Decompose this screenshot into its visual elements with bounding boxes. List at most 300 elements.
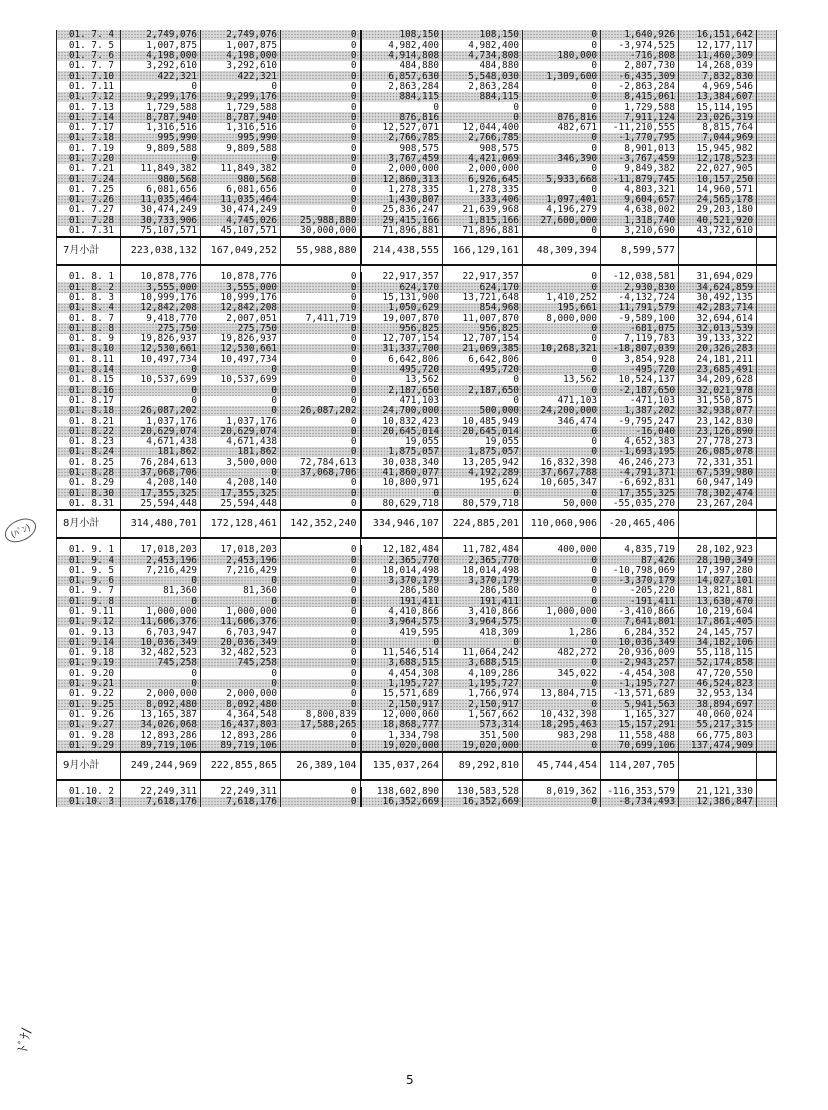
amount-cell: 4,671,438 <box>121 437 201 447</box>
amount-cell: 1,815,166 <box>443 215 523 225</box>
amount-cell: 10,999,176 <box>121 293 201 303</box>
amount-cell: 17,355,325 <box>601 488 679 498</box>
amount-cell: 2,863,284 <box>361 81 443 91</box>
date-cell: 01. 9.14 <box>57 637 121 647</box>
table-row <box>57 30 777 40</box>
amount-cell: 4,914,808 <box>361 51 443 61</box>
date-cell: 01. 8. 4 <box>57 303 121 313</box>
blank-cell <box>757 478 777 488</box>
amount-cell: 40,060,024 <box>679 710 757 720</box>
blank-cell <box>757 30 777 40</box>
amount-cell: 0 <box>201 596 281 606</box>
amount-cell: -9,795,247 <box>601 416 679 426</box>
amount-cell: 43,732,610 <box>679 226 757 237</box>
amount-cell: 0 <box>281 30 361 40</box>
amount-cell: 7,618,176 <box>201 797 281 807</box>
amount-cell: 2,365,770 <box>443 555 523 565</box>
amount-cell: 30,474,249 <box>201 205 281 215</box>
amount-cell: -1,195,727 <box>601 679 679 689</box>
amount-cell: 0 <box>281 143 361 153</box>
amount-cell: 0 <box>523 61 601 71</box>
amount-cell: 8,800,839 <box>281 710 361 720</box>
amount-cell: 14,960,571 <box>679 184 757 194</box>
amount-cell: 1,640,926 <box>601 30 679 40</box>
amount-cell: 0 <box>523 92 601 102</box>
table-row <box>57 164 777 174</box>
table-row <box>57 498 777 509</box>
amount-cell: -16,040 <box>601 426 679 436</box>
amount-cell: 0 <box>281 668 361 678</box>
amount-cell: 7,216,429 <box>201 565 281 575</box>
amount-cell: 2,930,830 <box>601 282 679 292</box>
amount-cell: 4,652,383 <box>601 437 679 447</box>
amount-cell: 4,734,808 <box>443 51 523 61</box>
amount-cell: 20,629,074 <box>201 426 281 436</box>
amount-cell: 0 <box>201 81 281 91</box>
amount-cell: 0 <box>523 102 601 112</box>
amount-cell: 345,022 <box>523 668 601 678</box>
amount-cell: 0 <box>281 627 361 637</box>
amount-cell: -681,075 <box>601 323 679 333</box>
amount-cell: 8,092,480 <box>201 699 281 709</box>
amount-cell: 0 <box>523 334 601 344</box>
spacer-cell <box>523 780 601 787</box>
amount-cell: 1,567,662 <box>443 710 523 720</box>
amount-cell: 6,926,645 <box>443 174 523 184</box>
amount-cell: 0 <box>523 365 601 375</box>
amount-cell: 0 <box>201 396 281 406</box>
amount-cell: 17,355,325 <box>121 488 201 498</box>
amount-cell: 10,999,176 <box>201 293 281 303</box>
amount-cell: 37,667,788 <box>523 468 601 478</box>
blank-cell <box>757 416 777 426</box>
amount-cell: 30,492,135 <box>679 293 757 303</box>
amount-cell: 0 <box>121 679 201 689</box>
date-cell: 01. 8.30 <box>57 488 121 498</box>
subtotal-cell: 114,207,705 <box>601 752 679 780</box>
amount-cell: 10,432,398 <box>523 710 601 720</box>
date-cell: 01. 9.25 <box>57 699 121 709</box>
amount-cell: 7,044,969 <box>679 133 757 143</box>
monthly-subtotal-row <box>57 237 777 265</box>
amount-cell: 1,286 <box>523 627 601 637</box>
table-row <box>57 112 777 122</box>
amount-cell: 10,268,321 <box>523 344 601 354</box>
amount-cell: 18,014,498 <box>443 565 523 575</box>
amount-cell: 20,936,009 <box>601 648 679 658</box>
amount-cell: 46,524,823 <box>679 679 757 689</box>
date-cell: 01. 9.19 <box>57 658 121 668</box>
amount-cell: 60,947,149 <box>679 478 757 488</box>
subtotal-cell: 142,352,240 <box>281 510 361 538</box>
amount-cell: 0 <box>523 437 601 447</box>
amount-cell: 471,103 <box>361 396 443 406</box>
amount-cell: -3,974,525 <box>601 40 679 50</box>
amount-cell: 0 <box>121 396 201 406</box>
table-row <box>57 303 777 313</box>
date-cell: 01. 7.25 <box>57 184 121 194</box>
amount-cell: 9,809,588 <box>121 143 201 153</box>
amount-cell: 5,941,563 <box>601 699 679 709</box>
amount-cell: 0 <box>281 797 361 807</box>
amount-cell: 108,150 <box>361 30 443 40</box>
blank-cell <box>757 40 777 50</box>
amount-cell: 191,411 <box>443 596 523 606</box>
amount-cell: 0 <box>523 133 601 143</box>
date-cell: 01. 9. 1 <box>57 545 121 555</box>
blank-cell <box>757 437 777 447</box>
table-row <box>57 102 777 112</box>
amount-cell: 4,198,000 <box>201 51 281 61</box>
amount-cell: 0 <box>523 354 601 364</box>
amount-cell: 181,862 <box>121 447 201 457</box>
amount-cell: 1,729,588 <box>121 102 201 112</box>
amount-cell: 9,604,657 <box>601 195 679 205</box>
amount-cell: 12,000,060 <box>361 710 443 720</box>
amount-cell: 26,087,202 <box>121 406 201 416</box>
amount-cell: 4,196,279 <box>523 205 601 215</box>
amount-cell: 876,816 <box>523 112 601 122</box>
amount-cell: 2,766,785 <box>361 133 443 143</box>
blank-cell <box>757 385 777 395</box>
amount-cell: 89,719,106 <box>121 740 201 751</box>
amount-cell: 9,299,176 <box>121 92 201 102</box>
amount-cell: 8,092,480 <box>121 699 201 709</box>
blank-cell <box>757 112 777 122</box>
date-cell: 01. 9.29 <box>57 740 121 751</box>
amount-cell: 9,299,176 <box>201 92 281 102</box>
table-row <box>57 637 777 647</box>
subtotal-cell: 249,244,969 <box>121 752 201 780</box>
amount-cell: 78,302,474 <box>679 488 757 498</box>
table-row <box>57 143 777 153</box>
amount-cell: 3,854,928 <box>601 354 679 364</box>
amount-cell: 908,575 <box>443 143 523 153</box>
amount-cell: 351,500 <box>443 730 523 740</box>
amount-cell: 11,606,376 <box>201 617 281 627</box>
table-row <box>57 154 777 164</box>
amount-cell: 1,334,798 <box>361 730 443 740</box>
amount-cell: 13,821,881 <box>679 586 757 596</box>
amount-cell: 1,875,057 <box>443 447 523 457</box>
amount-cell: 3,410,866 <box>443 607 523 617</box>
amount-cell: 0 <box>523 40 601 50</box>
date-cell: 01. 8.21 <box>57 416 121 426</box>
blank-cell <box>757 426 777 436</box>
amount-cell: 13,804,715 <box>523 689 601 699</box>
amount-cell: 11,606,376 <box>121 617 201 627</box>
amount-cell: 0 <box>281 586 361 596</box>
amount-cell: 8,901,013 <box>601 143 679 153</box>
date-cell: 01. 9.13 <box>57 627 121 637</box>
date-cell: 01. 9. 5 <box>57 565 121 575</box>
amount-cell: 89,719,106 <box>201 740 281 751</box>
amount-cell: 12,527,071 <box>361 123 443 133</box>
amount-cell: 7,618,176 <box>121 797 201 807</box>
spacer-cell <box>523 265 601 272</box>
amount-cell: -1,693,195 <box>601 447 679 457</box>
table-row <box>57 406 777 416</box>
amount-cell: 346,474 <box>523 416 601 426</box>
amount-cell: 0 <box>281 787 361 797</box>
amount-cell: 286,580 <box>361 586 443 596</box>
blank-cell <box>757 133 777 143</box>
blank-cell <box>757 637 777 647</box>
amount-cell: 30,474,249 <box>121 205 201 215</box>
amount-cell: 0 <box>281 730 361 740</box>
amount-cell: 67,539,980 <box>679 468 757 478</box>
date-cell: 01. 9.20 <box>57 668 121 678</box>
date-cell: 01. 7.17 <box>57 123 121 133</box>
table-row <box>57 282 777 292</box>
amount-cell: 0 <box>523 426 601 436</box>
amount-cell: -6,435,309 <box>601 71 679 81</box>
amount-cell: 2,365,770 <box>361 555 443 565</box>
blank-cell <box>757 303 777 313</box>
table-row <box>57 447 777 457</box>
amount-cell: 10,485,949 <box>443 416 523 426</box>
date-cell: 01.10. 3 <box>57 797 121 807</box>
amount-cell: 22,917,357 <box>361 272 443 282</box>
amount-cell: 18,868,777 <box>361 720 443 730</box>
amount-cell: 0 <box>281 184 361 194</box>
amount-cell: 1,278,335 <box>443 184 523 194</box>
amount-cell: 482,272 <box>523 648 601 658</box>
amount-cell: 7,641,801 <box>601 617 679 627</box>
table-row <box>57 385 777 395</box>
amount-cell: 4,454,308 <box>361 668 443 678</box>
amount-cell: 34,624,859 <box>679 282 757 292</box>
amount-cell: 2,187,650 <box>361 385 443 395</box>
amount-cell: 8,787,940 <box>201 112 281 122</box>
amount-cell: 12,860,313 <box>361 174 443 184</box>
subtotal-cell: 224,885,201 <box>443 510 523 538</box>
amount-cell: 10,537,699 <box>201 375 281 385</box>
blank-cell <box>757 143 777 153</box>
table-row <box>57 787 777 797</box>
amount-cell: 0 <box>361 102 443 112</box>
table-row <box>57 437 777 447</box>
amount-cell: 7,119,783 <box>601 334 679 344</box>
amount-cell: 400,000 <box>523 545 601 555</box>
amount-cell: 624,170 <box>443 282 523 292</box>
blank-cell <box>757 752 777 780</box>
amount-cell: 0 <box>201 576 281 586</box>
table-row <box>57 576 777 586</box>
amount-cell: 42,283,714 <box>679 303 757 313</box>
blank-cell <box>757 406 777 416</box>
amount-cell: 0 <box>281 658 361 668</box>
amount-cell: 16,352,669 <box>443 797 523 807</box>
blank-cell <box>757 174 777 184</box>
amount-cell: 27,600,000 <box>523 215 601 225</box>
amount-cell: 25,988,880 <box>281 215 361 225</box>
amount-cell: 2,453,196 <box>201 555 281 565</box>
amount-cell: 0 <box>281 478 361 488</box>
blank-cell <box>757 457 777 467</box>
amount-cell: 3,767,459 <box>361 154 443 164</box>
amount-cell: 28,102,923 <box>679 545 757 555</box>
subtotal-label: 8月小計 <box>57 510 121 538</box>
amount-cell: 0 <box>523 226 601 237</box>
date-cell: 01. 8.14 <box>57 365 121 375</box>
amount-cell: 11,035,464 <box>121 195 201 205</box>
amount-cell: 38,894,697 <box>679 699 757 709</box>
amount-cell: 0 <box>281 447 361 457</box>
amount-cell: 4,969,546 <box>679 81 757 91</box>
amount-cell: 9,849,382 <box>601 164 679 174</box>
subtotal-cell: 214,438,555 <box>361 237 443 265</box>
table-row <box>57 81 777 91</box>
amount-cell: 0 <box>523 586 601 596</box>
amount-cell: 15,571,689 <box>361 689 443 699</box>
subtotal-cell: 89,292,810 <box>443 752 523 780</box>
amount-cell: 0 <box>281 679 361 689</box>
amount-cell: 32,482,523 <box>121 648 201 658</box>
amount-cell: 17,861,405 <box>679 617 757 627</box>
date-cell: 01. 8.10 <box>57 344 121 354</box>
amount-cell: 4,208,140 <box>201 478 281 488</box>
amount-cell: 4,745,026 <box>201 215 281 225</box>
amount-cell: 191,411 <box>361 596 443 606</box>
spacer-cell <box>679 538 757 545</box>
amount-cell: 32,694,614 <box>679 313 757 323</box>
date-cell: 01. 7. 6 <box>57 51 121 61</box>
amount-cell: 32,938,077 <box>679 406 757 416</box>
monthly-subtotal-row <box>57 752 777 780</box>
amount-cell: 0 <box>281 689 361 699</box>
amount-cell: 4,638,002 <box>601 205 679 215</box>
spacer-cell <box>443 780 523 787</box>
amount-cell: 0 <box>281 154 361 164</box>
amount-cell: 1,000,000 <box>201 607 281 617</box>
amount-cell: 0 <box>443 396 523 406</box>
date-cell: 01. 9. 8 <box>57 596 121 606</box>
blank-cell <box>757 61 777 71</box>
amount-cell: 6,081,656 <box>121 184 201 194</box>
amount-cell: 12,178,523 <box>679 154 757 164</box>
amount-cell: 0 <box>121 385 201 395</box>
amount-cell: 40,521,920 <box>679 215 757 225</box>
amount-cell: 1,007,875 <box>201 40 281 50</box>
date-cell: 01. 8.29 <box>57 478 121 488</box>
amount-cell: 0 <box>281 71 361 81</box>
amount-cell: 4,410,866 <box>361 607 443 617</box>
amount-cell: 4,803,321 <box>601 184 679 194</box>
table-row <box>57 133 777 143</box>
amount-cell: 15,114,195 <box>679 102 757 112</box>
amount-cell: 13,165,387 <box>121 710 201 720</box>
amount-cell: 2,807,730 <box>601 61 679 71</box>
amount-cell: 8,815,764 <box>679 123 757 133</box>
amount-cell: 12,044,400 <box>443 123 523 133</box>
amount-cell: 2,749,076 <box>201 30 281 40</box>
amount-cell: -8,734,493 <box>601 797 679 807</box>
ledger-table <box>56 30 777 807</box>
amount-cell: 0 <box>281 396 361 406</box>
blank-cell <box>757 648 777 658</box>
amount-cell: 0 <box>523 447 601 457</box>
amount-cell: 2,187,650 <box>443 385 523 395</box>
amount-cell: 30,038,340 <box>361 457 443 467</box>
amount-cell: 0 <box>523 596 601 606</box>
table-row <box>57 617 777 627</box>
amount-cell: 495,720 <box>361 365 443 375</box>
amount-cell: 15,131,900 <box>361 293 443 303</box>
date-cell: 01. 7. 4 <box>57 30 121 40</box>
amount-cell: -2,943,257 <box>601 658 679 668</box>
spacer-cell <box>201 538 281 545</box>
amount-cell: 2,453,196 <box>121 555 201 565</box>
amount-cell: 15,157,291 <box>601 720 679 730</box>
amount-cell: 75,107,571 <box>121 226 201 237</box>
table-row <box>57 272 777 282</box>
amount-cell: 24,200,000 <box>523 406 601 416</box>
amount-cell: 31,337,700 <box>361 344 443 354</box>
amount-cell: -716,808 <box>601 51 679 61</box>
blank-cell <box>757 565 777 575</box>
blank-cell <box>757 195 777 205</box>
amount-cell: 0 <box>281 375 361 385</box>
blank-cell <box>757 607 777 617</box>
amount-cell: 0 <box>281 648 361 658</box>
amount-cell: 22,027,905 <box>679 164 757 174</box>
amount-cell: 0 <box>523 637 601 647</box>
blank-cell <box>757 797 777 807</box>
amount-cell: 0 <box>201 679 281 689</box>
spacer-cell <box>601 265 679 272</box>
table-row <box>57 215 777 225</box>
amount-cell: 20,629,074 <box>121 426 201 436</box>
amount-cell: 0 <box>523 81 601 91</box>
amount-cell: 32,013,539 <box>679 323 757 333</box>
amount-cell: 745,258 <box>121 658 201 668</box>
table-row <box>57 627 777 637</box>
amount-cell: 19,826,937 <box>201 334 281 344</box>
amount-cell: 22,917,357 <box>443 272 523 282</box>
amount-cell: 4,982,400 <box>361 40 443 50</box>
amount-cell: 15,945,982 <box>679 143 757 153</box>
date-cell: 01. 8.16 <box>57 385 121 395</box>
amount-cell: 884,115 <box>443 92 523 102</box>
amount-cell: 1,387,202 <box>601 406 679 416</box>
table-row <box>57 226 777 237</box>
date-cell: 01. 8. 8 <box>57 323 121 333</box>
blank-cell <box>757 334 777 344</box>
amount-cell: 2,007,051 <box>201 313 281 323</box>
amount-cell: -13,571,689 <box>601 689 679 699</box>
amount-cell: 12,842,208 <box>121 303 201 313</box>
amount-cell: 17,355,325 <box>201 488 281 498</box>
amount-cell: 3,688,515 <box>443 658 523 668</box>
table-row <box>57 689 777 699</box>
spacer-cell <box>443 265 523 272</box>
amount-cell: 3,292,610 <box>121 61 201 71</box>
date-cell: 01. 7.12 <box>57 92 121 102</box>
spacer-cell <box>523 538 601 545</box>
subtotal-cell: 223,038,132 <box>121 237 201 265</box>
blank-cell <box>757 710 777 720</box>
amount-cell: 0 <box>121 596 201 606</box>
blank-cell <box>757 555 777 565</box>
amount-cell: 2,150,917 <box>443 699 523 709</box>
amount-cell: 3,370,179 <box>361 576 443 586</box>
subtotal-cell: 8,599,577 <box>601 237 679 265</box>
amount-cell: 13,721,648 <box>443 293 523 303</box>
subtotal-cell: 135,037,264 <box>361 752 443 780</box>
amount-cell: 286,580 <box>443 586 523 596</box>
amount-cell: 983,298 <box>523 730 601 740</box>
